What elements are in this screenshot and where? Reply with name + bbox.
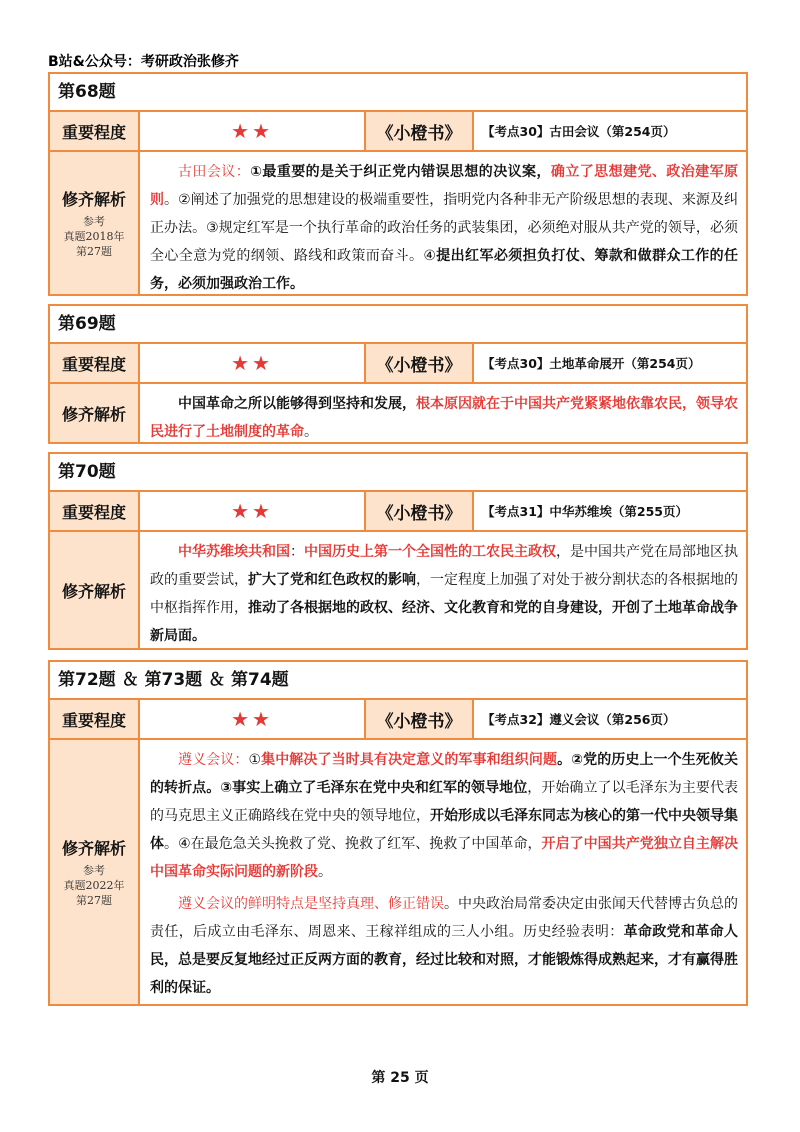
analysis-label: 修齐解析: [61, 839, 126, 858]
analysis-row: [50, 532, 746, 648]
analysis-label-cell: [50, 384, 140, 442]
analysis-row: [50, 152, 746, 294]
question-70-box: [48, 452, 748, 650]
book-name: 《小橙书》: [366, 344, 474, 382]
exam-reference: 参考 真题2022年 第27题: [63, 864, 125, 907]
star-rating: ★★: [140, 700, 366, 738]
topic-reference: 【考点32】遵义会议（第256页）: [482, 712, 676, 727]
importance-row: [50, 492, 746, 532]
book-name: 《小橙书》: [366, 112, 474, 150]
page-header: B站&公众号：考研政治张修齐: [48, 54, 239, 70]
importance-label: 重要程度: [50, 700, 140, 738]
importance-label: 重要程度: [50, 344, 140, 382]
topic-reference: 【考点31】中华苏维埃（第255页）: [482, 504, 688, 519]
analysis-text: 中华苏维埃共和国：中国历史上第一个全国性的工农民主政权，是中国共产党在局部地区执政的重要尝试，扩大了党和红色政权的影响，一定程度上加强了对处于被分割状态的各根据地的中枢指挥作用，推动了各根据地的政权、经济、文化教育和党的自身建设，开创了土地革命战争新局面。: [150, 544, 738, 644]
importance-row: [50, 700, 746, 740]
importance-label: 重要程度: [50, 112, 140, 150]
question-72-74-box: [48, 660, 748, 1006]
importance-label: 重要程度: [50, 492, 140, 530]
book-name: 《小橙书》: [366, 700, 474, 738]
question-title: 第72题 ＆ 第73题 ＆ 第74题: [50, 662, 746, 700]
question-title: 第68题: [50, 74, 746, 112]
analysis-label-cell: [50, 740, 140, 1004]
analysis-text: 遵义会议：①集中解决了当时具有决定意义的军事和组织问题。②党的历史上一个生死攸关的转折点。③事实上确立了毛泽东在党中央和红军的领导地位，开始确立了以毛泽东为主要代表的马克思主义正确路线在党中央的领导地位，开始形成以毛泽东同志为核心的第一代中央领导集体。④在最危急关头挽救了党、挽救了红军、挽救了中国革命，开启了中国共产党独立自主解决中国革命实际问题的新阶段。 遵义会议的鲜明特点是坚持真理、修正错误。中央政治局常委决定由张闻天代替博古负总的责任，后成立由毛泽东、周恩来、王稼祥组成的三人小组。历史经验表明：革命政党和革命人民，总是要反复地经过正反两方面的教育，经过比较和对照，才能锻炼得成熟起来，才有赢得胜利的保证。: [150, 752, 739, 996]
page-number: 第 25 页: [371, 1070, 429, 1086]
topic-reference: 【考点30】古田会议（第254页）: [482, 124, 676, 139]
star-rating: ★★: [140, 344, 366, 382]
topic-reference: 【考点30】土地革命展开（第254页）: [482, 356, 701, 371]
analysis-text: 中国革命之所以能够得到坚持和发展，根本原因就在于中国共产党紧紧地依靠农民，领导农民进行了土地制度的革命。: [150, 396, 738, 440]
analysis-text: 古田会议：①最重要的是关于纠正党内错误思想的决议案，确立了思想建党、政治建军原则。②阐述了加强党的思想建设的极端重要性，指明党内各种非无产阶级思想的表现、来源及纠正办法。③规定红军是一个执行革命的政治任务的武装集团，必须绝对服从共产党的领导，必须全心全意为党的纲领、路线和政策而奋斗。④提出红军必须担负打仗、筹款和做群众工作的任务，必须加强政治工作。: [150, 164, 739, 292]
analysis-label: 修齐解析: [61, 190, 126, 209]
question-title: 第70题: [50, 454, 746, 492]
analysis-row: [50, 740, 746, 1004]
question-title: 第69题: [50, 306, 746, 344]
star-rating: ★★: [140, 492, 366, 530]
analysis-row: [50, 384, 746, 442]
exam-reference: 参考 真题2018年 第27题: [63, 215, 125, 258]
question-69-box: [48, 304, 748, 444]
analysis-label-cell: [50, 152, 140, 294]
book-name: 《小橙书》: [366, 492, 474, 530]
star-rating: ★★: [140, 112, 366, 150]
question-68-box: [48, 72, 748, 296]
importance-row: [50, 112, 746, 152]
importance-row: [50, 344, 746, 384]
analysis-label: 修齐解析: [61, 404, 126, 424]
analysis-label: 修齐解析: [61, 581, 126, 601]
analysis-label-cell: [50, 532, 140, 648]
